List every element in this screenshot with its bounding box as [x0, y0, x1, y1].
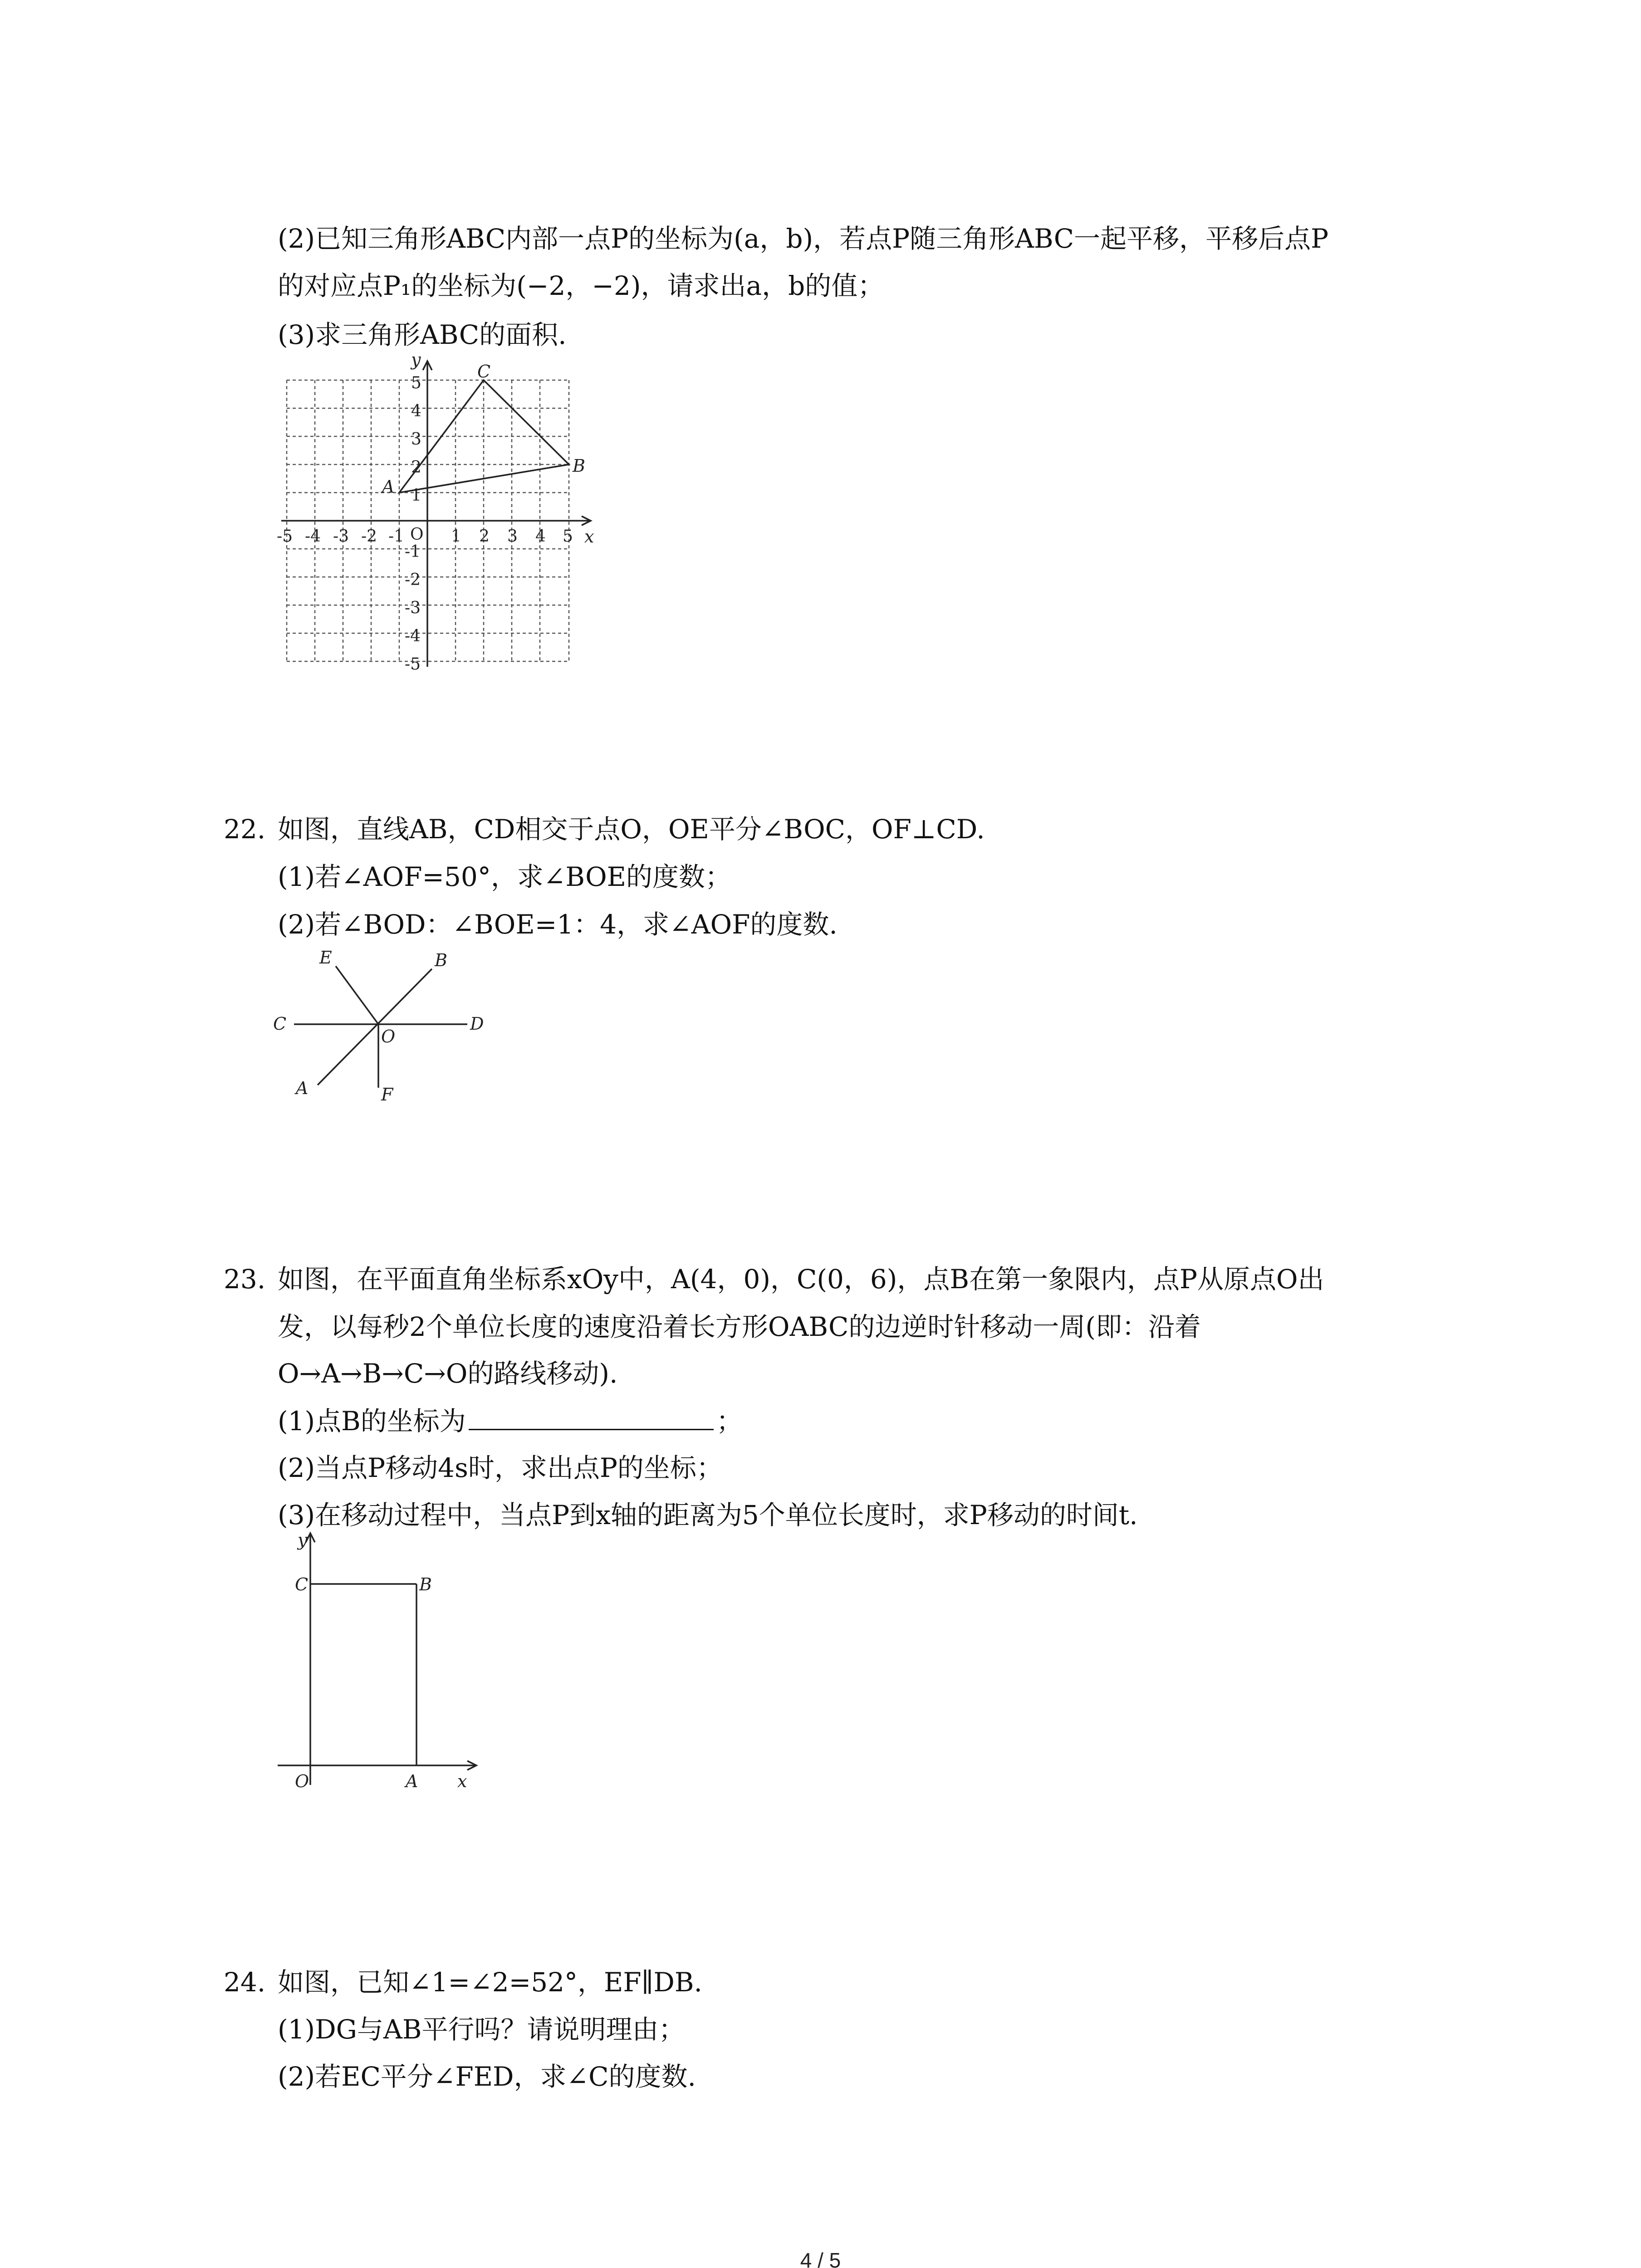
x-tick: -3: [333, 527, 349, 546]
y-tick: -5: [405, 655, 421, 674]
x-tick: 2: [479, 527, 490, 546]
figure-triangle-grid: [272, 354, 608, 680]
figure-rectangle-oabc: [268, 1524, 485, 1796]
x-tick: 3: [507, 527, 518, 546]
y-tick: -3: [405, 599, 421, 617]
y-tick: -1: [405, 543, 421, 561]
axis-x-label: x: [457, 1771, 467, 1791]
point-c-label: C: [273, 1014, 287, 1034]
y-tick: 4: [411, 402, 421, 420]
x-tick: -2: [361, 527, 377, 546]
figure-intersecting-lines: [263, 943, 499, 1107]
point-o-label: O: [381, 1026, 396, 1046]
y-tick: 2: [411, 458, 421, 477]
x-tick: 1: [451, 527, 461, 546]
q21-line-3: (3)求三角形ABC的面积.: [278, 319, 567, 350]
x-tick: -4: [305, 527, 321, 546]
y-tick: -4: [405, 627, 421, 645]
question-number-22: 22.: [224, 814, 266, 845]
point-b-label: B: [435, 950, 447, 970]
point-a-label: A: [382, 477, 395, 497]
q23-line-3: O→A→B→C→O的路线移动).: [278, 1358, 618, 1389]
x-tick: -1: [388, 527, 405, 546]
point-b-label: B: [419, 1574, 432, 1594]
q23-line-1: 如图，在平面直角坐标系xOy中，A(4，0)，C(0，6)，点B在第一象限内，点P从原点O出: [278, 1264, 1324, 1295]
point-a-label: A: [406, 1771, 418, 1791]
x-tick: -5: [277, 527, 293, 546]
point-a-label: A: [296, 1078, 309, 1098]
axis-y-label: y: [298, 1530, 308, 1550]
q24-line-1: 如图，已知∠1=∠2=52°，EF∥DB.: [278, 1967, 702, 1998]
axis-y-label: y: [411, 354, 421, 370]
q21-line-2: 的对应点P₁的坐标为(−2，−2)，请求出a，b的值；: [278, 270, 884, 301]
page-number: 4 / 5: [800, 2248, 841, 2268]
y-tick: 1: [411, 486, 421, 505]
y-tick: -2: [405, 571, 421, 589]
q21-line-1: (2)已知三角形ABC内部一点P的坐标为(a，b)，若点P随三角形ABC一起平移，平移后点P: [278, 223, 1329, 254]
axis-x-label: x: [584, 527, 594, 547]
point-o-label: O: [295, 1771, 309, 1791]
point-c-label: C: [295, 1574, 309, 1594]
origin-label: O: [410, 525, 424, 544]
point-b-label: B: [573, 456, 585, 476]
point-f-label: F: [381, 1085, 393, 1105]
point-e-label: E: [319, 948, 332, 968]
q22-line-1: 如图，直线AB，CD相交于点O，OE平分∠BOC，OF⊥CD.: [278, 814, 985, 845]
point-d-label: D: [470, 1014, 484, 1034]
question-number-24: 24.: [224, 1967, 266, 1998]
point-c-label: C: [477, 362, 491, 381]
q23-part-1: [278, 1404, 743, 1438]
q23-line-5: (2)当点P移动4s时，求出点P的坐标；: [278, 1452, 723, 1483]
x-tick: 4: [535, 527, 546, 546]
y-tick: 5: [411, 374, 421, 392]
q23-line-6: (3)在移动过程中，当点P到x轴的距离为5个单位长度时，求P移动的时间t.: [278, 1500, 1138, 1530]
q23-line-2: 发，以每秒2个单位长度的速度沿着长方形OABC的边逆时针移动一周(即：沿着: [278, 1311, 1201, 1342]
q24-line-3: (2)若EC平分∠FED，求∠C的度数.: [278, 2061, 696, 2092]
q23-part-1-end: ；: [716, 1406, 743, 1437]
x-tick: 5: [563, 527, 573, 546]
q23-part-1-text: (1)点B的坐标为: [278, 1406, 466, 1437]
q22-line-3: (2)若∠BOD：∠BOE=1：4，求∠AOF的度数.: [278, 909, 838, 940]
q24-line-2: (1)DG与AB平行吗？请说明理由；: [278, 2014, 685, 2045]
answer-blank[interactable]: [469, 1406, 714, 1430]
y-tick: 3: [411, 430, 421, 449]
question-number-23: 23.: [224, 1264, 266, 1295]
q22-line-2: (1)若∠AOF=50°，求∠BOE的度数；: [278, 861, 732, 892]
